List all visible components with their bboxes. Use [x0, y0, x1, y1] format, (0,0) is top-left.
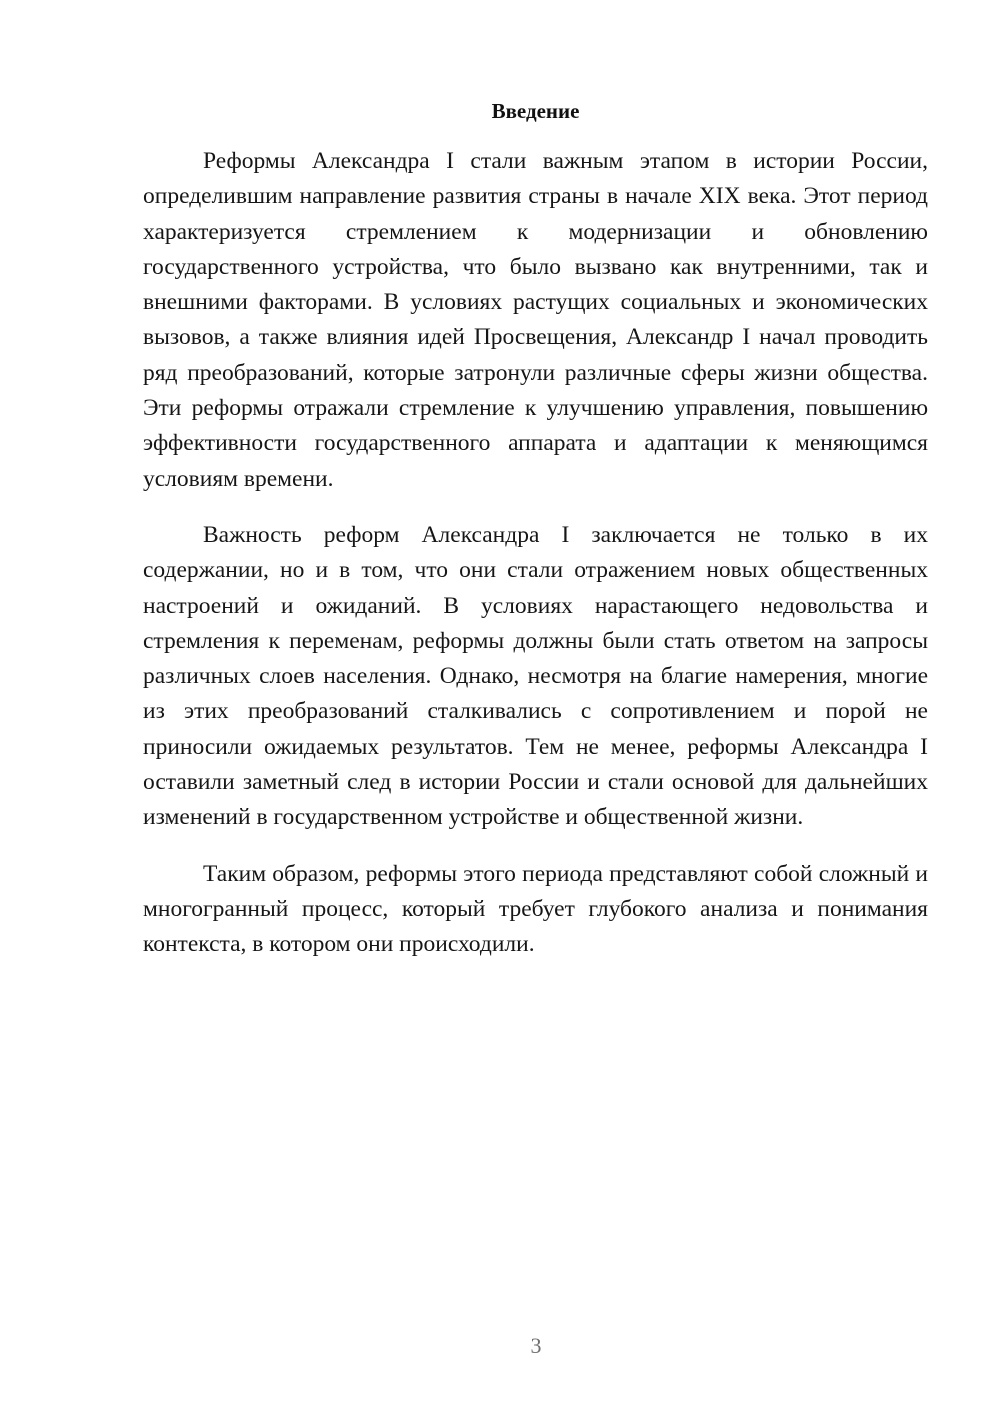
page-content — [143, 96, 928, 963]
body-paragraph: Важность реформ Александра I заключается не только в их содержании, но и в том, что они стали отражением новых общественных настроений и ожиданий. В условиях нарастающего недовольства и стремления к переменам, реформы должны были стать ответом на запросы различных слоев населения. Однако, несмотря на благие намерения, многие из этих преобразований сталкивались с сопротивлением и порой не приносили ожидаемых результатов. Тем не менее, реформы Александра I оставили заметный след в истории России и стали основой для дальнейших изменений в государственном устройстве и общественной жизни. — [143, 521, 928, 831]
section-heading: Введение — [491, 99, 580, 123]
body-paragraph: Таким образом, реформы этого периода представляют собой сложный и многогранный процесс, который требует глубокого анализа и понимания контекста, в котором они происходили. — [143, 860, 928, 958]
body-paragraph: Реформы Александра I стали важным этапом в истории России, определившим направление развития страны в начале XIX века. Этот период характеризуется стремлением к модернизации и обновлению государственного устройства, что было вызвано как внутренними, так и внешними факторами. В условиях растущих социальных и экономических вызовов, а также влияния идей Просвещения, Александр I начал проводить ряд преобразований, которые затронули различные сферы жизни общества. Эти реформы отражали стремление к улучшению управления, повышению эффективности государственного аппарата и адаптации к меняющимся условиям времени. — [143, 148, 928, 492]
page-number: 3 — [530, 1333, 542, 1358]
